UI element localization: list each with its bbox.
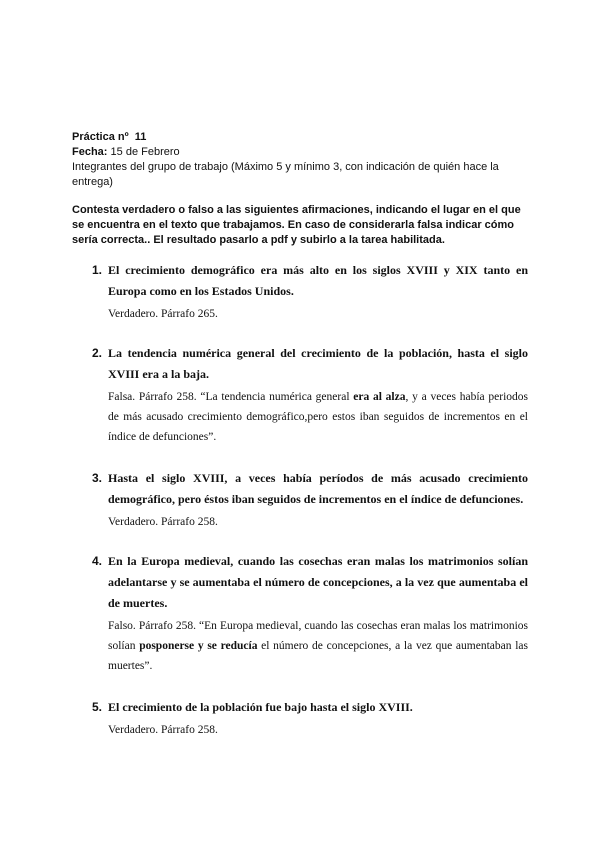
question-statement: Hasta el siglo XVIII, a veces había períodos de más acusado crecimiento demográfico, pero éstos iban seguidos de incrementos en el índice de defunciones. <box>108 471 528 506</box>
instructions-paragraph: Contesta verdadero o falso a las siguientes afirmaciones, indicando el lugar en el que se encuentra en el texto que trabajamos. En caso de considerarla falsa indicar cómo sería correcta.. El resultado pasarlo a pdf y subirlo a la tarea habilitada. <box>72 204 521 246</box>
question-3 <box>92 468 528 532</box>
question-2 <box>92 343 528 447</box>
date-line <box>72 145 532 160</box>
question-number: 2. <box>92 346 103 360</box>
question-answer: Verdadero. Párrafo 258. <box>108 516 218 528</box>
answer-correction: posponerse y se reducía <box>139 640 258 652</box>
question-answer: Verdadero. Párrafo 258. <box>108 724 218 736</box>
date-label: Fecha: <box>72 146 108 158</box>
question-number: 5. <box>92 700 103 714</box>
practice-number: 11 <box>134 131 147 143</box>
date-value: 15 de Febrero <box>110 146 180 158</box>
answer-text-end: el número de concepciones, a la vez que aumentaban las muertes”. <box>108 640 528 672</box>
question-answer: Verdadero. Párrafo 265. <box>108 308 218 320</box>
practice-label: Práctica nº <box>72 131 129 143</box>
question-number: 3. <box>92 471 103 485</box>
answer-correction: era al alza <box>353 391 406 403</box>
question-statement: En la Europa medieval, cuando las cosechas eran malas los matrimonios solían adelantarse y se aumentaba el número de concepciones, a la vez que aumentaba el de muertes. <box>108 554 528 610</box>
question-answer <box>108 616 528 676</box>
answer-text: Falsa. Párrafo 258. “La tendencia numérica general <box>108 391 354 403</box>
answer-text-end: , y a veces había periodos de más acusado crecimiento demográfico,pero estos iban seguidos de incrementos en el índice de defunciones”. <box>108 391 529 443</box>
question-1 <box>92 260 528 324</box>
question-4 <box>92 551 528 676</box>
question-5 <box>92 697 528 740</box>
question-statement: El crecimiento demográfico era más alto en los siglos XVIII y XIX tanto en Europa como en los Estados Unidos. <box>108 263 528 298</box>
practice-title <box>72 130 532 145</box>
question-statement: La tendencia numérica general del crecimiento de la población, hasta el siglo XVIII era a la baja. <box>108 346 528 381</box>
document-header <box>72 130 532 190</box>
question-statement: El crecimiento de la población fue bajo hasta el siglo XVIII. <box>108 700 413 714</box>
question-number: 4. <box>92 554 103 568</box>
team-line: Integrantes del grupo de trabajo (Máximo 5 y mínimo 3, con indicación de quién hace la entrega) <box>72 161 499 188</box>
question-number: 1. <box>92 263 103 277</box>
question-answer <box>108 387 528 447</box>
answer-text: Falso. Párrafo 258. “En Europa medieval, cuando las cosechas eran malas los matrimonios solían <box>108 620 528 652</box>
